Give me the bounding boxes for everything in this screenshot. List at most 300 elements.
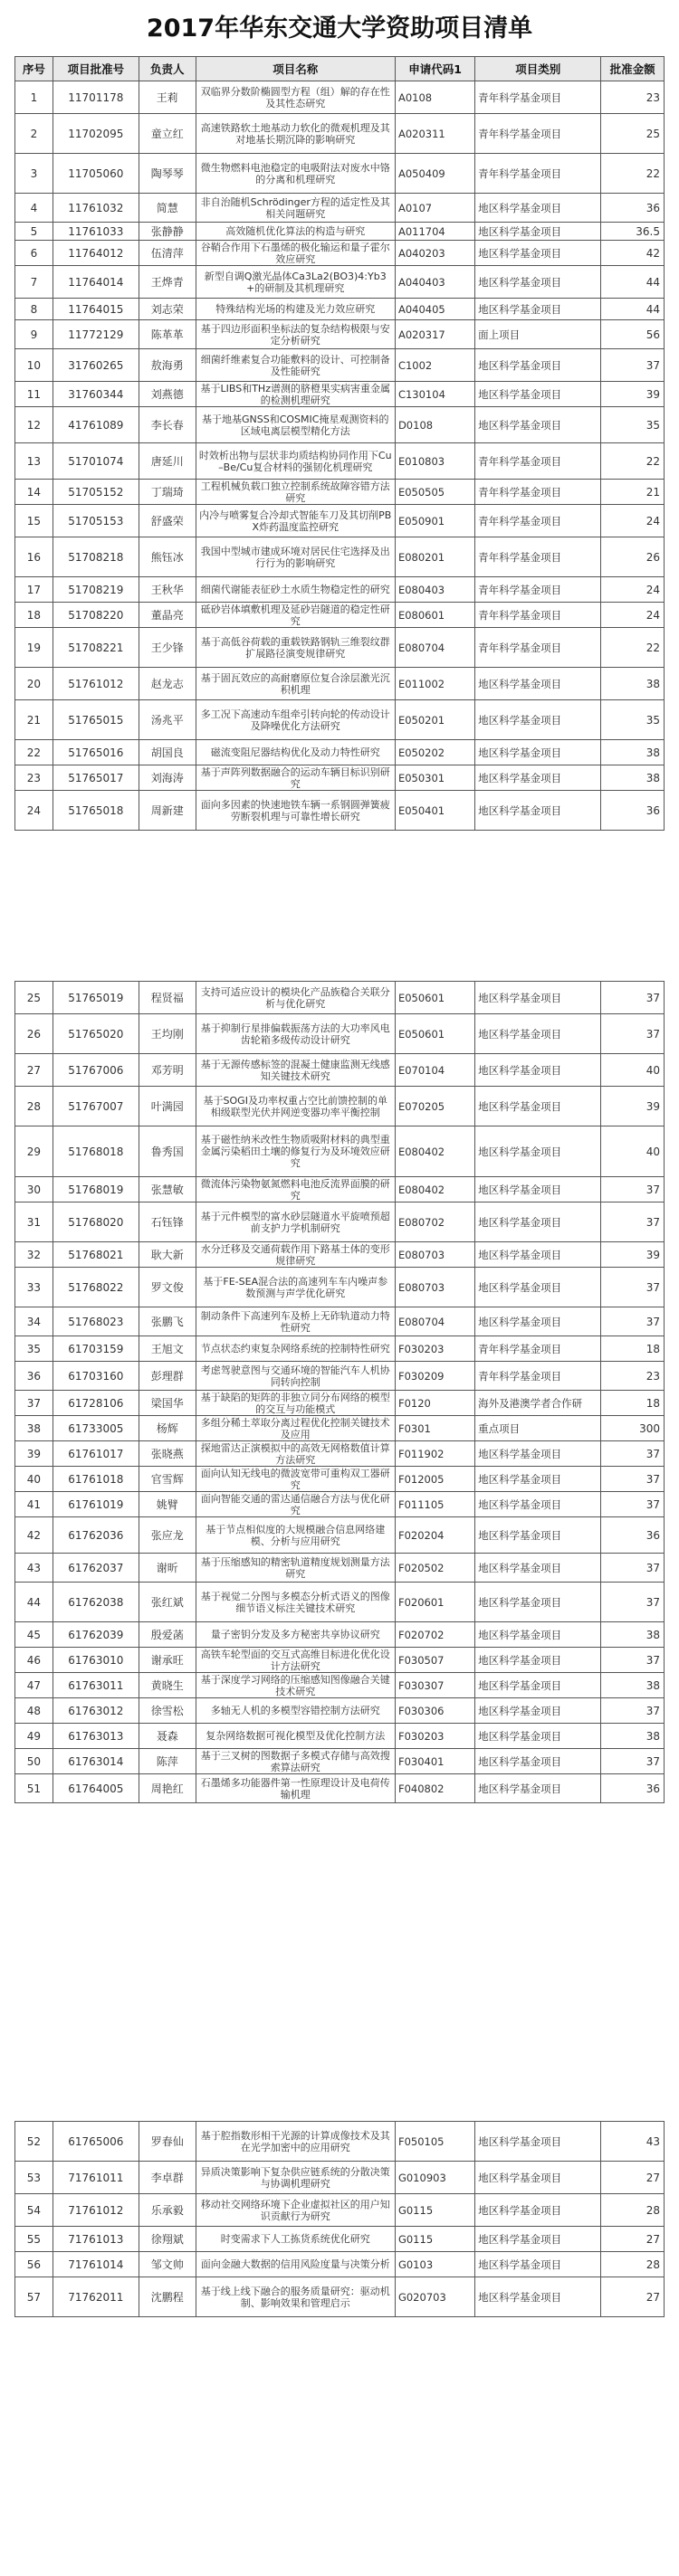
cell-category: 地区科学基金项目 (475, 2122, 601, 2162)
cell-no: 27 (15, 1054, 53, 1087)
table-row (15, 1517, 665, 1554)
cell-apply-code: E080402 (395, 1126, 474, 1177)
table-row (15, 740, 665, 765)
cell-leader: 张晓燕 (139, 1441, 196, 1467)
cell-no: 4 (15, 194, 53, 223)
cell-project-name: 复杂网络数据可视化模型及优化控制方法 (196, 1724, 395, 1749)
cell-leader: 李卓群 (139, 2162, 196, 2194)
cell-leader: 谢承旺 (139, 1648, 196, 1673)
cell-category: 地区科学基金项目 (475, 223, 601, 241)
cell-approval-id: 61761018 (53, 1467, 139, 1492)
cell-approval-id: 61764005 (53, 1774, 139, 1803)
cell-apply-code: F0120 (395, 1391, 474, 1416)
cell-amount: 24 (601, 603, 665, 628)
cell-project-name: 高效随机优化算法的构造与研究 (196, 223, 395, 241)
cell-no: 45 (15, 1622, 53, 1648)
cell-category: 地区科学基金项目 (475, 2227, 601, 2252)
cell-no: 28 (15, 1087, 53, 1126)
cell-project-name: 探地雷达正演模拟中的高效无网格数值计算方法研究 (196, 1441, 395, 1467)
table-row (15, 154, 665, 194)
cell-category: 青年科学基金项目 (475, 81, 601, 114)
cell-apply-code: C1002 (395, 349, 474, 382)
cell-leader: 杨辉 (139, 1416, 196, 1441)
cell-project-name: 石墨烯多功能器件第一性原理设计及电荷传输机理 (196, 1774, 395, 1803)
table-row (15, 1362, 665, 1391)
cell-approval-id: 51767006 (53, 1054, 139, 1087)
cell-project-name: 支持可适应设计的模块化产品族稳合关联分析与优化研究 (196, 982, 395, 1014)
table-row (15, 1622, 665, 1648)
cell-category: 地区科学基金项目 (475, 266, 601, 299)
cell-amount: 27 (601, 2277, 665, 2317)
cell-approval-id: 11772129 (53, 320, 139, 349)
cell-category: 地区科学基金项目 (475, 668, 601, 700)
cell-no: 53 (15, 2162, 53, 2194)
cell-amount: 24 (601, 505, 665, 537)
table-row (15, 1054, 665, 1087)
table-row (15, 194, 665, 223)
cell-amount: 39 (601, 1087, 665, 1126)
table-row (15, 505, 665, 537)
cell-approval-id: 51765020 (53, 1014, 139, 1054)
cell-apply-code: E080402 (395, 1177, 474, 1202)
cell-approval-id: 71761011 (53, 2162, 139, 2194)
cell-apply-code: E080703 (395, 1242, 474, 1268)
cell-amount: 38 (601, 1673, 665, 1698)
cell-no: 10 (15, 349, 53, 382)
cell-no: 24 (15, 791, 53, 831)
cell-category: 青年科学基金项目 (475, 603, 601, 628)
cell-no: 39 (15, 1441, 53, 1467)
cell-amount: 37 (601, 1492, 665, 1517)
cell-leader: 谢昕 (139, 1554, 196, 1583)
cell-no: 8 (15, 299, 53, 320)
table-row (15, 603, 665, 628)
cell-amount: 37 (601, 1268, 665, 1307)
table-row (15, 1014, 665, 1054)
cell-category: 重点项目 (475, 1416, 601, 1441)
cell-no: 3 (15, 154, 53, 194)
cell-approval-id: 61763012 (53, 1698, 139, 1724)
cell-approval-id: 11764012 (53, 241, 139, 266)
cell-apply-code: F020204 (395, 1517, 474, 1554)
cell-leader: 张应龙 (139, 1517, 196, 1554)
cell-amount: 21 (601, 480, 665, 505)
cell-apply-code: F030401 (395, 1749, 474, 1774)
cell-project-name: 基于声阵列数据融合的运动车辆目标识别研究 (196, 765, 395, 791)
cell-leader: 姚臂 (139, 1492, 196, 1517)
cell-category: 地区科学基金项目 (475, 382, 601, 407)
cell-no: 20 (15, 668, 53, 700)
cell-leader: 王烨青 (139, 266, 196, 299)
cell-amount: 38 (601, 740, 665, 765)
cell-amount: 27 (601, 2227, 665, 2252)
cell-approval-id: 61703160 (53, 1362, 139, 1391)
cell-project-name: 高速铁路软土地基动力软化的微观机理及其对地基长期沉降的影响研究 (196, 114, 395, 154)
cell-category: 地区科学基金项目 (475, 2194, 601, 2227)
cell-category: 青年科学基金项目 (475, 443, 601, 480)
column-header: 序号 (15, 57, 53, 81)
cell-apply-code: F050105 (395, 2122, 474, 2162)
cell-amount: 56 (601, 320, 665, 349)
cell-amount: 22 (601, 628, 665, 668)
cell-no: 33 (15, 1268, 53, 1307)
cell-category: 地区科学基金项目 (475, 1724, 601, 1749)
cell-leader: 陈革革 (139, 320, 196, 349)
table-header-row (15, 57, 665, 81)
cell-category: 地区科学基金项目 (475, 2162, 601, 2194)
table-row (15, 1126, 665, 1177)
cell-category: 地区科学基金项目 (475, 982, 601, 1014)
cell-apply-code: D0108 (395, 407, 474, 443)
cell-apply-code: F020601 (395, 1583, 474, 1622)
cell-amount: 44 (601, 266, 665, 299)
cell-approval-id: 61763014 (53, 1749, 139, 1774)
cell-leader: 鲁秀国 (139, 1126, 196, 1177)
cell-category: 地区科学基金项目 (475, 1202, 601, 1242)
cell-leader: 程贤福 (139, 982, 196, 1014)
cell-amount: 36 (601, 791, 665, 831)
table-row (15, 382, 665, 407)
cell-apply-code: F011902 (395, 1441, 474, 1467)
cell-apply-code: E070205 (395, 1087, 474, 1126)
cell-category: 地区科学基金项目 (475, 407, 601, 443)
table-row (15, 668, 665, 700)
cell-leader: 彭理群 (139, 1362, 196, 1391)
cell-amount: 37 (601, 349, 665, 382)
table-row (15, 2162, 665, 2194)
cell-amount: 40 (601, 1126, 665, 1177)
cell-apply-code: E050301 (395, 765, 474, 791)
cell-project-name: 双临界分数阶椭圆型方程（组）解的存在性及其性态研究 (196, 81, 395, 114)
cell-no: 16 (15, 537, 53, 577)
cell-category: 地区科学基金项目 (475, 1242, 601, 1268)
cell-leader: 周新建 (139, 791, 196, 831)
cell-no: 37 (15, 1391, 53, 1416)
table-row (15, 1774, 665, 1803)
cell-project-name: 细菌纤维素复合功能敷料的设计、可控制备及性能研究 (196, 349, 395, 382)
cell-leader: 熊钰冰 (139, 537, 196, 577)
cell-project-name: 基于磁性纳米改性生物质吸附材料的典型重金属污染稻田土壤的修复行为及环境效应研究 (196, 1126, 395, 1177)
cell-leader: 刘燕德 (139, 382, 196, 407)
table-row (15, 349, 665, 382)
cell-apply-code: E050505 (395, 480, 474, 505)
cell-apply-code: A050409 (395, 154, 474, 194)
cell-no: 21 (15, 700, 53, 740)
cell-no: 50 (15, 1749, 53, 1774)
cell-amount: 38 (601, 1622, 665, 1648)
cell-apply-code: E070104 (395, 1054, 474, 1087)
table-row (15, 1177, 665, 1202)
cell-no: 23 (15, 765, 53, 791)
table-row (15, 1242, 665, 1268)
cell-apply-code: E011002 (395, 668, 474, 700)
cell-no: 54 (15, 2194, 53, 2227)
cell-leader: 黄晓生 (139, 1673, 196, 1698)
cell-apply-code: F030507 (395, 1648, 474, 1673)
cell-no: 47 (15, 1673, 53, 1698)
cell-no: 5 (15, 223, 53, 241)
cell-project-name: 基于元件模型的富水砂层隧道水平旋喷预超前支护力学机制研究 (196, 1202, 395, 1242)
cell-leader: 汤兆平 (139, 700, 196, 740)
cell-project-name: 非自治随机Schrödinger方程的适定性及其相关问题研究 (196, 194, 395, 223)
cell-amount: 25 (601, 114, 665, 154)
cell-leader: 王少锋 (139, 628, 196, 668)
cell-project-name: 基于三叉树的图数据子多模式存储与高效搜索算法研究 (196, 1749, 395, 1774)
cell-project-name: 基于地基GNSS和COSMIC掩星观测资料的区域电离层模型精化方法 (196, 407, 395, 443)
cell-approval-id: 51765019 (53, 982, 139, 1014)
table-row (15, 241, 665, 266)
cell-approval-id: 51768021 (53, 1242, 139, 1268)
cell-project-name: 制动条件下高速列车及桥上无砟轨道动力特性研究 (196, 1307, 395, 1336)
cell-approval-id: 71761013 (53, 2227, 139, 2252)
cell-project-name: 砥砂岩体填敷机理及延砂岩隧道的稳定性研究 (196, 603, 395, 628)
cell-amount: 37 (601, 1177, 665, 1202)
cell-category: 地区科学基金项目 (475, 1673, 601, 1698)
cell-approval-id: 61762036 (53, 1517, 139, 1554)
cell-leader: 陶琴琴 (139, 154, 196, 194)
cell-amount: 35 (601, 700, 665, 740)
cell-apply-code: G010903 (395, 2162, 474, 2194)
cell-apply-code: E050901 (395, 505, 474, 537)
cell-amount: 36 (601, 1517, 665, 1554)
cell-leader: 王秋华 (139, 577, 196, 603)
cell-category: 地区科学基金项目 (475, 1648, 601, 1673)
table-row (15, 114, 665, 154)
table-row (15, 1698, 665, 1724)
cell-amount: 18 (601, 1336, 665, 1362)
table-row (15, 81, 665, 114)
cell-no: 30 (15, 1177, 53, 1202)
cell-approval-id: 51765015 (53, 700, 139, 740)
cell-apply-code: G0115 (395, 2194, 474, 2227)
cell-apply-code: E050601 (395, 1014, 474, 1054)
cell-apply-code: E080704 (395, 628, 474, 668)
cell-approval-id: 51708221 (53, 628, 139, 668)
cell-apply-code: E080201 (395, 537, 474, 577)
cell-leader: 简慧 (139, 194, 196, 223)
cell-amount: 37 (601, 1307, 665, 1336)
cell-category: 青年科学基金项目 (475, 628, 601, 668)
cell-approval-id: 51768020 (53, 1202, 139, 1242)
cell-no: 55 (15, 2227, 53, 2252)
cell-leader: 沈鹏程 (139, 2277, 196, 2317)
cell-project-name: 基于视觉二分图与多模态分析式语义的图像细节语义标注关键技术研究 (196, 1583, 395, 1622)
cell-category: 地区科学基金项目 (475, 241, 601, 266)
cell-category: 地区科学基金项目 (475, 1087, 601, 1126)
cell-project-name: 新型自调Q激光晶体Ca3La2(BO3)4:Yb3+的研制及其机理研究 (196, 266, 395, 299)
cell-project-name: 特殊结构光场的构建及光力效应研究 (196, 299, 395, 320)
table-row (15, 1648, 665, 1673)
cell-amount: 38 (601, 765, 665, 791)
cell-amount: 37 (601, 1583, 665, 1622)
cell-approval-id: 51768023 (53, 1307, 139, 1336)
cell-project-name: 内冷与喷雾复合冷却式智能车刀及其切削PBX炸药温度监控研究 (196, 505, 395, 537)
cell-project-name: 高铁车轮型面的交互式高维目标进化优化设计方法研究 (196, 1648, 395, 1673)
cell-amount: 300 (601, 1416, 665, 1441)
cell-apply-code: F030306 (395, 1698, 474, 1724)
cell-apply-code: F011105 (395, 1492, 474, 1517)
cell-no: 32 (15, 1242, 53, 1268)
cell-amount: 37 (601, 1749, 665, 1774)
cell-category: 地区科学基金项目 (475, 1749, 601, 1774)
cell-leader: 李长春 (139, 407, 196, 443)
table-row (15, 1307, 665, 1336)
cell-leader: 刘志荣 (139, 299, 196, 320)
cell-apply-code: G0103 (395, 2252, 474, 2277)
cell-no: 52 (15, 2122, 53, 2162)
cell-no: 38 (15, 1416, 53, 1441)
table-row (15, 1673, 665, 1698)
project-table (14, 2121, 665, 2317)
cell-apply-code: A020317 (395, 320, 474, 349)
cell-approval-id: 51705153 (53, 505, 139, 537)
cell-amount: 23 (601, 81, 665, 114)
column-header: 项目类别 (475, 57, 601, 81)
cell-no: 18 (15, 603, 53, 628)
cell-amount: 28 (601, 2194, 665, 2227)
cell-category: 地区科学基金项目 (475, 1441, 601, 1467)
table-row (15, 480, 665, 505)
cell-apply-code: A011704 (395, 223, 474, 241)
cell-category: 地区科学基金项目 (475, 1126, 601, 1177)
cell-project-name: 量子密钥分发及多方秘密共享协议研究 (196, 1622, 395, 1648)
cell-leader: 刘海涛 (139, 765, 196, 791)
cell-project-name: 基于节点相似度的大规模融合信息网络建模、分析与应用研究 (196, 1517, 395, 1554)
cell-approval-id: 71762011 (53, 2277, 139, 2317)
cell-no: 9 (15, 320, 53, 349)
cell-no: 44 (15, 1583, 53, 1622)
cell-no: 7 (15, 266, 53, 299)
cell-approval-id: 51708219 (53, 577, 139, 603)
cell-approval-id: 51705152 (53, 480, 139, 505)
cell-no: 2 (15, 114, 53, 154)
cell-leader: 聂森 (139, 1724, 196, 1749)
cell-no: 46 (15, 1648, 53, 1673)
cell-approval-id: 11702095 (53, 114, 139, 154)
cell-category: 青年科学基金项目 (475, 480, 601, 505)
cell-leader: 耿大新 (139, 1242, 196, 1268)
cell-project-name: 我国中型城市建成环境对居民住宅选择及出行行为的影响研究 (196, 537, 395, 577)
cell-category: 地区科学基金项目 (475, 1054, 601, 1087)
cell-leader: 徐翔斌 (139, 2227, 196, 2252)
cell-leader: 张慧敏 (139, 1177, 196, 1202)
cell-approval-id: 51701074 (53, 443, 139, 480)
cell-approval-id: 31760265 (53, 349, 139, 382)
cell-category: 地区科学基金项目 (475, 791, 601, 831)
cell-project-name: 面向智能交通的雷达通信融合方法与优化研究 (196, 1492, 395, 1517)
cell-category: 青年科学基金项目 (475, 1362, 601, 1391)
cell-category: 地区科学基金项目 (475, 2277, 601, 2317)
cell-approval-id: 51765017 (53, 765, 139, 791)
cell-no: 17 (15, 577, 53, 603)
cell-no: 29 (15, 1126, 53, 1177)
cell-apply-code: E080704 (395, 1307, 474, 1336)
cell-project-name: 移动社交网络环境下企业虚拟社区的用户知识贡献行为研究 (196, 2194, 395, 2227)
cell-apply-code: E080702 (395, 1202, 474, 1242)
cell-project-name: 水分迁移及交通荷载作用下路基土体的变形规律研究 (196, 1242, 395, 1268)
cell-amount: 24 (601, 577, 665, 603)
cell-approval-id: 61703159 (53, 1336, 139, 1362)
cell-amount: 22 (601, 443, 665, 480)
cell-amount: 39 (601, 382, 665, 407)
cell-leader: 徐雪松 (139, 1698, 196, 1724)
column-header: 申请代码1 (395, 57, 474, 81)
cell-leader: 乐承毅 (139, 2194, 196, 2227)
cell-amount: 26 (601, 537, 665, 577)
cell-project-name: 考虑驾驶意图与交通环境的智能汽车人机协同转向控制 (196, 1362, 395, 1391)
cell-leader: 童立红 (139, 114, 196, 154)
cell-amount: 37 (601, 1202, 665, 1242)
cell-amount: 40 (601, 1054, 665, 1087)
cell-amount: 35 (601, 407, 665, 443)
cell-leader: 董晶亮 (139, 603, 196, 628)
cell-approval-id: 51768019 (53, 1177, 139, 1202)
cell-no: 13 (15, 443, 53, 480)
cell-project-name: 面向认知无线电的微波宽带可重构双工器研究 (196, 1467, 395, 1492)
cell-approval-id: 11761033 (53, 223, 139, 241)
cell-project-name: 基于四边形面积坐标法的复杂结构极限与安定分析研究 (196, 320, 395, 349)
cell-project-name: 多组分稀土萃取分离过程优化控制关键技术及应用 (196, 1416, 395, 1441)
table-row (15, 1583, 665, 1622)
cell-category: 地区科学基金项目 (475, 299, 601, 320)
cell-amount: 36 (601, 194, 665, 223)
table-row (15, 299, 665, 320)
cell-approval-id: 51761012 (53, 668, 139, 700)
cell-approval-id: 51708218 (53, 537, 139, 577)
cell-apply-code: A0107 (395, 194, 474, 223)
cell-apply-code: G0115 (395, 2227, 474, 2252)
cell-project-name: 基于压缩感知的精密轨道精度规划测量方法研究 (196, 1554, 395, 1583)
cell-project-name: 基于缺陷的矩阵的非独立同分布网络的模型的交互与功能模式 (196, 1391, 395, 1416)
table-row (15, 1554, 665, 1583)
table-row (15, 1391, 665, 1416)
table-row (15, 2194, 665, 2227)
cell-no: 48 (15, 1698, 53, 1724)
cell-approval-id: 61728106 (53, 1391, 139, 1416)
cell-no: 31 (15, 1202, 53, 1242)
cell-approval-id: 61762039 (53, 1622, 139, 1648)
cell-no: 11 (15, 382, 53, 407)
cell-approval-id: 11764014 (53, 266, 139, 299)
cell-project-name: 异质决策影响下复杂供应链系统的分散决策与协调机理研究 (196, 2162, 395, 2194)
cell-no: 25 (15, 982, 53, 1014)
table-row (15, 1087, 665, 1126)
table-row (15, 700, 665, 740)
cell-leader: 殷爱菡 (139, 1622, 196, 1648)
cell-leader: 敖海勇 (139, 349, 196, 382)
cell-no: 36 (15, 1362, 53, 1391)
cell-no: 12 (15, 407, 53, 443)
table-row (15, 765, 665, 791)
cell-approval-id: 61763011 (53, 1673, 139, 1698)
cell-amount: 38 (601, 1724, 665, 1749)
cell-approval-id: 61763013 (53, 1724, 139, 1749)
cell-category: 地区科学基金项目 (475, 194, 601, 223)
cell-approval-id: 71761014 (53, 2252, 139, 2277)
cell-apply-code: C130104 (395, 382, 474, 407)
table-row (15, 2277, 665, 2317)
cell-category: 地区科学基金项目 (475, 1622, 601, 1648)
cell-leader: 丁瑞琦 (139, 480, 196, 505)
cell-amount: 22 (601, 154, 665, 194)
cell-leader: 王莉 (139, 81, 196, 114)
cell-leader: 梁国华 (139, 1391, 196, 1416)
cell-apply-code: F030203 (395, 1724, 474, 1749)
cell-amount: 38 (601, 668, 665, 700)
cell-apply-code: F030203 (395, 1336, 474, 1362)
cell-leader: 舒盛荣 (139, 505, 196, 537)
cell-leader: 伍清萍 (139, 241, 196, 266)
